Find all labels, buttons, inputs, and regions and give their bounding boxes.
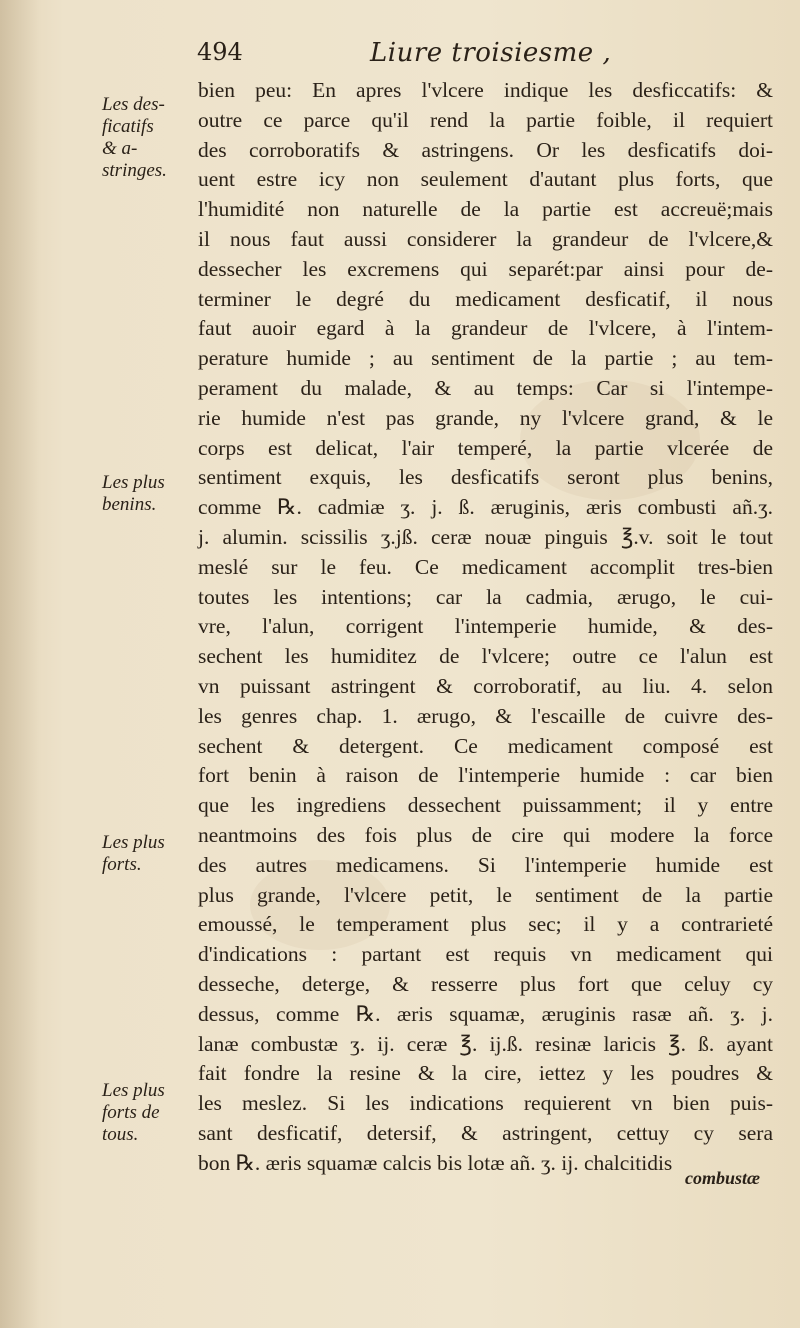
margin-note-desficatifs: Les des- ficatifs & a- stringes.	[102, 94, 167, 181]
page-number: 494	[197, 38, 243, 66]
text-line: rie humide n'est pas grande, ny l'vlcere grand, & le	[198, 405, 773, 430]
text-line: d'indications : partant est requis vn medicament qui	[198, 942, 773, 967]
text-line: que les ingrediens dessechent puissamment; il y entre	[198, 793, 773, 818]
margin-note-plus-forts: Les plus forts.	[102, 832, 165, 875]
text-line: sechent les humiditez de l'vlcere; outre ce l'alun est	[198, 644, 773, 669]
text-line: dessus, comme ℞. æris squamæ, æruginis rasæ añ. ʒ. j.	[198, 1001, 773, 1026]
text-line: corps est delicat, l'air temperé, la partie vlcerée de	[198, 435, 773, 460]
text-line: terminer le degré du medicament desficatif, il nous	[198, 286, 773, 311]
text-line: sentiment exquis, les desficatifs seront plus benins,	[198, 465, 773, 490]
text-line: outre ce parce qu'il rend la partie foible, il requiert	[198, 107, 773, 132]
text-line: plus grande, l'vlcere petit, le sentiment de la partie	[198, 882, 773, 907]
text-line: il nous faut aussi considerer la grandeur de l'vlcere,&	[198, 226, 773, 251]
text-line: comme ℞. cadmiæ ʒ. j. ß. æruginis, æris combusti añ.ʒ.	[198, 495, 773, 520]
page-header	[0, 38, 800, 72]
text-line: meslé sur le feu. Ce medicament accomplit tres-bien	[198, 554, 773, 579]
text-line: uent estre icy non seulement d'autant plus forts, que	[198, 167, 773, 192]
text-line: emoussé, le temperament plus sec; il y a contrarieté	[198, 912, 773, 937]
text-line: faut auoir egard à la grandeur de l'vlcere, à l'intem-	[198, 316, 773, 341]
text-line: perature humide ; au sentiment de la partie ; au tem-	[198, 346, 773, 371]
text-line: j. alumin. scissilis ʒ.jß. ceræ nouæ pinguis ℥.v. soit le tout	[198, 524, 773, 549]
text-line: fort benin à raison de l'intemperie humide : car bien	[198, 763, 773, 788]
margin-note-plus-benins: Les plus benins.	[102, 472, 165, 515]
text-line: l'humidité non naturelle de la partie est accreuë;mais	[198, 197, 773, 222]
page-fold-shadow	[0, 0, 40, 1328]
body-text	[198, 76, 773, 1178]
running-title: Liure troisiesme ,	[370, 38, 612, 68]
text-line: des corroboratifs & astringens. Or les desficatifs doi-	[198, 137, 773, 162]
text-line: lanæ combustæ ʒ. ij. ceræ ℥. ij.ß. resinæ laricis ℥. ß. ayant	[198, 1031, 773, 1056]
text-line: sechent & detergent. Ce medicament composé est	[198, 733, 773, 758]
text-line: fait fondre la resine & la cire, iettez y les poudres &	[198, 1061, 773, 1086]
text-line: sant desficatif, detersif, & astringent, cettuy cy sera	[198, 1120, 773, 1145]
margin-note-plus-forts-de-tous: Les plus forts de tous.	[102, 1080, 165, 1145]
text-line: vre, l'alun, corrigent l'intemperie humide, & des-	[198, 614, 773, 639]
text-line: dessecher les excremens qui separét:par ainsi pour de-	[198, 256, 773, 281]
text-line: neantmoins des fois plus de cire qui modere la force	[198, 822, 773, 847]
text-line: toutes les intentions; car la cadmia, ærugo, le cui-	[198, 584, 773, 609]
text-line: desseche, deterge, & resserre plus fort que celuy cy	[198, 971, 773, 996]
text-line: vn puissant astringent & corroboratif, au liu. 4. selon	[198, 673, 773, 698]
text-line: des autres medicamens. Si l'intemperie humide est	[198, 852, 773, 877]
text-line: perament du malade, & au temps: Car si l'intempe-	[198, 375, 773, 400]
text-line: bon ℞. æris squamæ calcis bis lotæ añ. ʒ. ij. chalcitidis	[198, 1150, 673, 1175]
text-line: les genres chap. 1. ærugo, & l'escaille de cuivre des-	[198, 703, 773, 728]
text-line: les meslez. Si les indications requierent vn bien puis-	[198, 1091, 773, 1116]
text-line: bien peu: En apres l'vlcere indique les desficcatifs: &	[198, 78, 773, 102]
catchword: combustæ	[684, 1168, 760, 1188]
